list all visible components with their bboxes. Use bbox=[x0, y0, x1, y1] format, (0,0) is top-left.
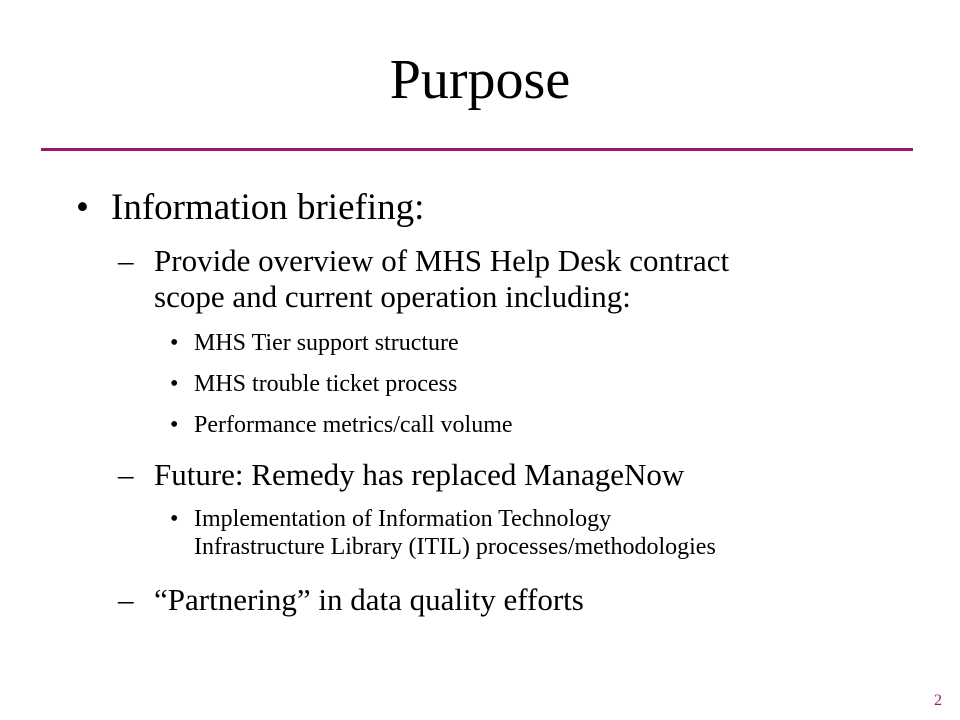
subbullet-text bbox=[154, 243, 729, 315]
bullet-marker: • bbox=[170, 412, 179, 438]
subsubbullet-text-line-1: Implementation of Information Technology bbox=[194, 506, 612, 532]
subsubbullet-text: Performance metrics/call volume bbox=[194, 412, 513, 438]
subsubbullet-text-line-2: Infrastructure Library (ITIL) processes/methodologies bbox=[194, 534, 716, 560]
bullet-marker: • bbox=[170, 506, 179, 532]
bullet-text: Information briefing: bbox=[111, 187, 425, 228]
subbullet-text-line-2: scope and current operation including: bbox=[154, 279, 631, 314]
subbullet-text: “Partnering” in data quality efforts bbox=[154, 582, 584, 617]
slide-title: Purpose bbox=[389, 49, 571, 111]
subsubbullet-text: MHS Tier support structure bbox=[194, 330, 459, 356]
title-divider bbox=[41, 148, 913, 151]
subsubbullet-text: MHS trouble ticket process bbox=[194, 371, 458, 397]
dash-marker: – bbox=[118, 243, 134, 278]
bullet-marker: • bbox=[170, 371, 179, 397]
subbullet-text: Future: Remedy has replaced ManageNow bbox=[154, 457, 685, 492]
dash-marker: – bbox=[118, 582, 134, 617]
dash-marker: – bbox=[118, 457, 134, 492]
subsubbullet-text bbox=[194, 505, 716, 561]
bullet-marker: • bbox=[170, 330, 179, 356]
slide-number: 2 bbox=[934, 692, 942, 709]
bullet-marker: • bbox=[76, 187, 89, 228]
subbullet-text-line-1: Provide overview of MHS Help Desk contract bbox=[154, 243, 730, 278]
